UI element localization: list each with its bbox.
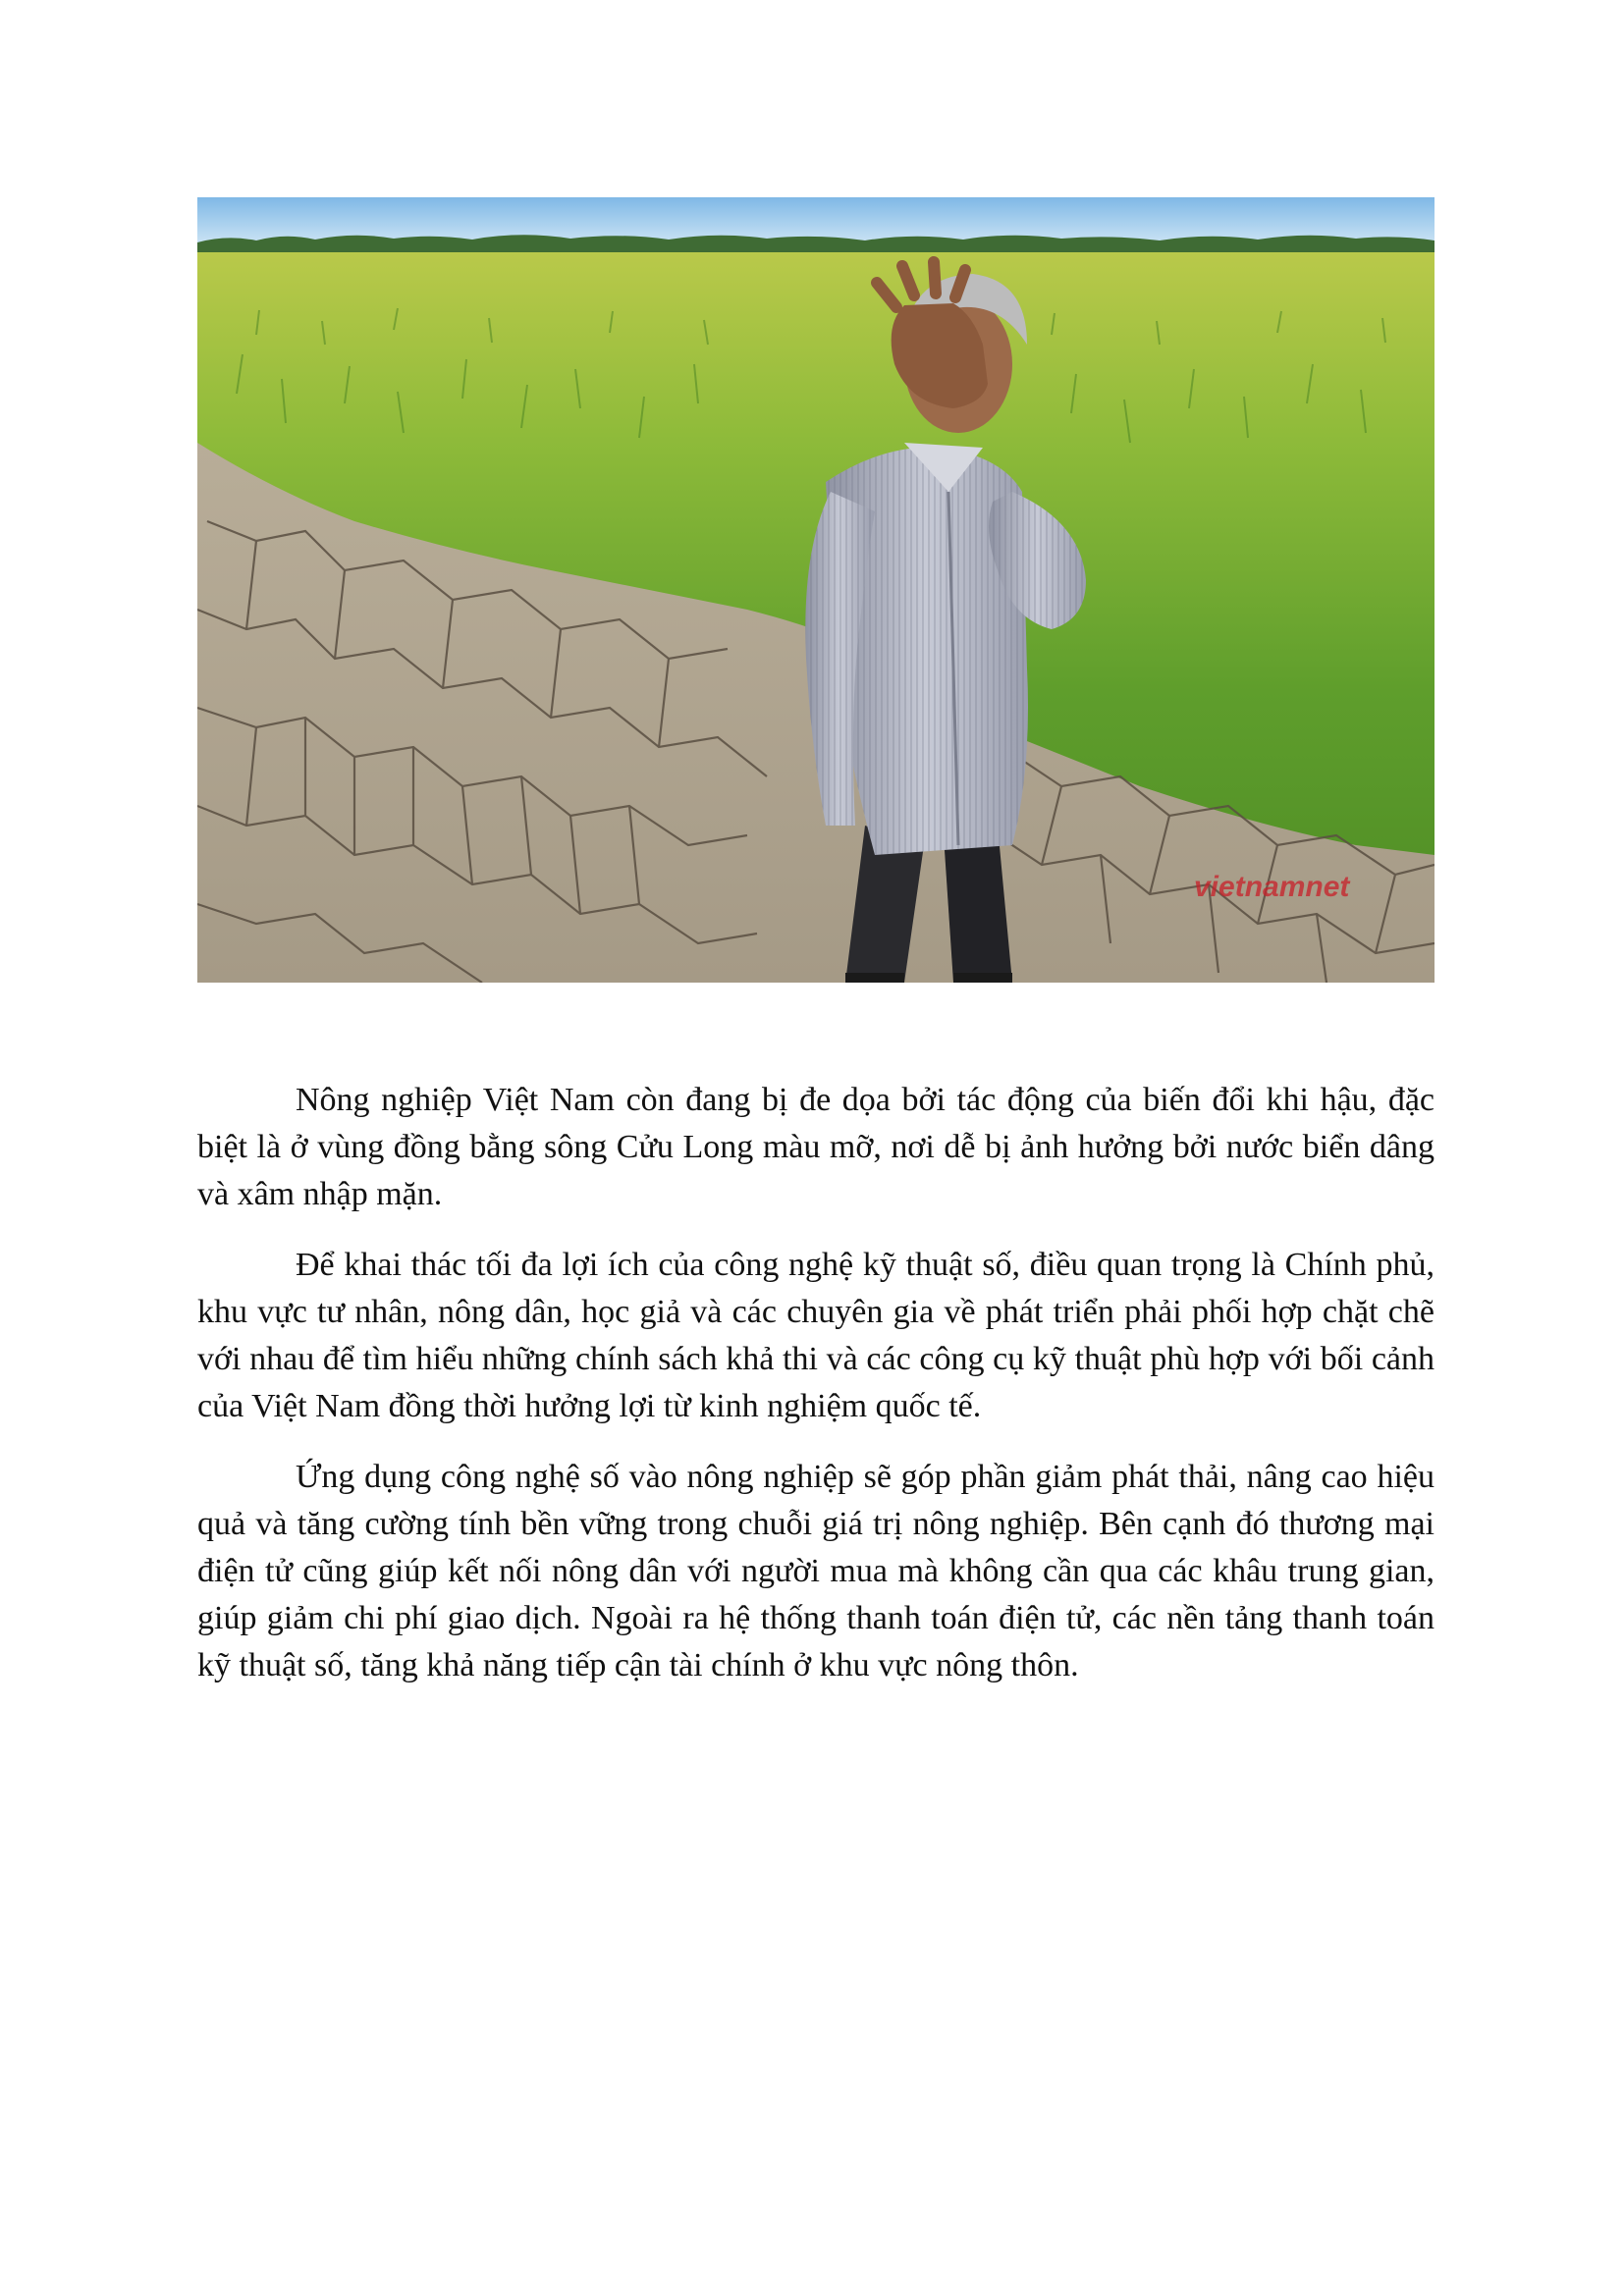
paragraph: Ứng dụng công nghệ số vào nông nghiệp sẽ góp phần giảm phát thải, nâng cao hiệu quả và tăng cường tính bền vững trong chuỗi giá trị nông nghiệp. Bên cạnh đó thương mại điện tử cũng giúp kết nối nông dân với người mua mà không cần qua các khâu trung gian, giúp giảm chi phí giao dịch. Ngoài ra hệ thống thanh toán điện tử, các nền tảng thanh toán kỹ thuật số, tăng khả năng tiếp cận tài chính ở khu vực nông thôn. xyxy=(197,1459,1435,1683)
photo-drought-rice-field xyxy=(197,197,1435,983)
paragraph: Để khai thác tối đa lợi ích của công nghệ kỹ thuật số, điều quan trọng là Chính phủ, khu vực tư nhân, nông dân, học giả và các chuyên gia về phát triển phải phối hợp chặt chẽ với nhau để tìm hiểu những chính sách khả thi và các công cụ kỹ thuật phù hợp với bối cảnh của Việt Nam đồng thời hưởng lợi từ kinh nghiệm quốc tế. xyxy=(197,1247,1435,1424)
photo-illustration xyxy=(197,197,1435,983)
photo-watermark: vietnamnet xyxy=(1194,871,1350,903)
article-body xyxy=(197,1077,1435,1713)
paragraph: Nông nghiệp Việt Nam còn đang bị đe dọa bởi tác động của biến đổi khi hậu, đặc biệt là ở vùng đồng bằng sông Cửu Long màu mỡ, nơi dễ bị ảnh hưởng bởi nước biển dâng và xâm nhập mặn. xyxy=(197,1082,1435,1212)
